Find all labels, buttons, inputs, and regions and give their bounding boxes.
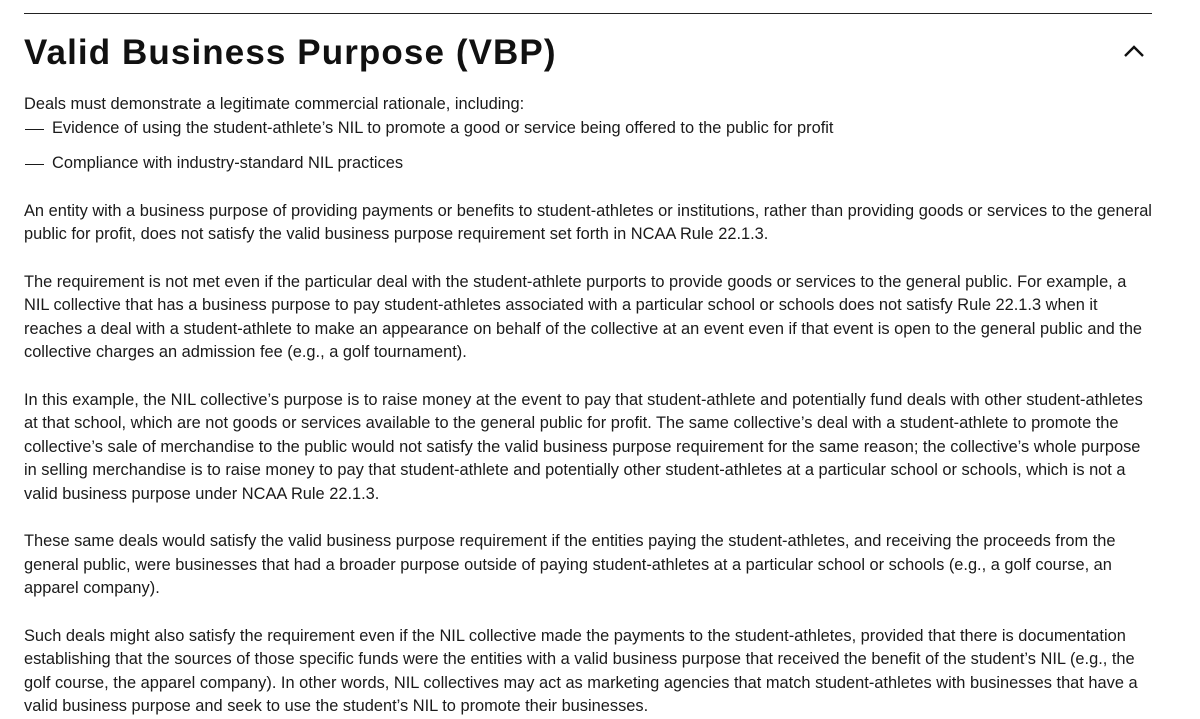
section-divider <box>24 13 1152 14</box>
list-item: Compliance with industry-standard NIL practices <box>24 152 1154 176</box>
requirements-list <box>24 117 1154 176</box>
accordion-header[interactable] <box>24 30 1152 80</box>
paragraph: In this example, the NIL collective’s purpose is to raise money at the event to pay that student-athlete and potentially fund deals with other student-athletes at that school, which are not goods or services available to the general public for profit. The same collective’s deal with a student-athlete to promote the collective’s sale of merchandise to the public would not satisfy the valid business purpose requirement for the same reason; the collective’s whole purpose in selling merchandise is to raise money to pay that student-athlete and potentially other student-athletes at a particular school or schools, which is not a valid business purpose under NCAA Rule 22.1.3. <box>24 390 1143 503</box>
intro-text: Deals must demonstrate a legitimate commercial rationale, including: <box>24 95 525 113</box>
section-body <box>24 93 1154 719</box>
page-title: Valid Business Purpose (VBP) <box>24 33 557 72</box>
paragraph: Such deals might also satisfy the requirement even if the NIL collective made the payments to the student-athletes, provided that there is documentation establishing that the sources of those specific funds were the entities with a valid business purpose that received the benefit of the student’s NIL (e.g., the golf course, the apparel company). In other words, NIL collectives may act as marketing agencies that match student-athletes with businesses that have a valid business purpose and seek to use the student’s NIL to promote their businesses. <box>24 626 1138 715</box>
collapse-button[interactable] <box>1120 38 1148 66</box>
chevron-up-icon <box>1120 38 1148 66</box>
paragraph: These same deals would satisfy the valid business purpose requirement if the entities paying the student-athletes, and receiving the proceeds from the general public, were businesses that had a broader purpose outside of paying student-athletes at a particular school or schools (e.g., a golf course, an apparel company). <box>24 532 1116 597</box>
paragraph: An entity with a business purpose of providing payments or benefits to student-athletes or institutions, rather than providing goods or services to the general public for profit, does not satisfy the valid business purpose requirement set forth in NCAA Rule 22.1.3. <box>24 201 1152 243</box>
list-item: Evidence of using the student-athlete’s NIL to promote a good or service being offered to the public for profit <box>24 117 1154 141</box>
paragraph: The requirement is not met even if the particular deal with the student-athlete purports to provide goods or services to the general public. For example, a NIL collective that has a business purpose to pay student-athletes associated with a particular school or schools does not satisfy Rule 22.1.3 when it reaches a deal with a student-athlete to make an appearance on behalf of the collective at an event even if that event is open to the general public and the collective charges an admission fee (e.g., a golf tournament). <box>24 272 1143 361</box>
